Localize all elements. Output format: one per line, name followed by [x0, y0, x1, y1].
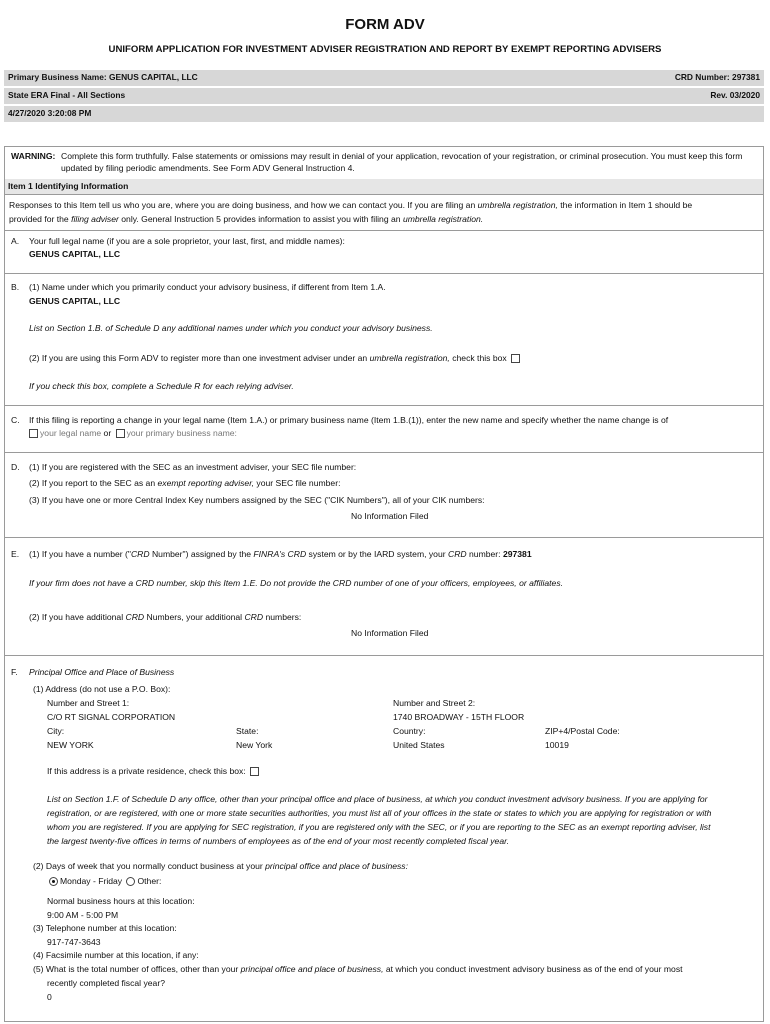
e1-em: CRD — [448, 549, 467, 559]
item-b-list-note: List on Section 1.B. of Schedule D any additional names under which you conduct your advisory business. — [29, 323, 433, 333]
e2-text: numbers: — [265, 612, 302, 622]
item-b2-note: If you check this box, complete a Schedule R for each relying adviser. — [29, 381, 294, 391]
f2-em: principal office and place of business: — [265, 861, 408, 871]
legal-name-value: GENUS CAPITAL, LLC — [29, 249, 121, 259]
telephone-value: 917-747-3643 — [47, 937, 101, 947]
zip-value: 10019 — [545, 740, 569, 750]
e1-em: CRD — [130, 549, 150, 559]
e1-text: Number") assigned by the — [151, 549, 252, 559]
b2-text: check this box — [452, 353, 507, 363]
item-e-note: If your firm does not have a CRD number, skip this Item 1.E. Do not provide the CRD number of one of your officers, employees, or affiliates. — [29, 578, 564, 588]
intro-text: only. General Instruction 5 provides information to assist you with filing an — [121, 214, 401, 224]
item-d-letter: D. — [11, 462, 20, 472]
private-residence-question — [47, 766, 261, 778]
item1-heading: Item 1 Identifying Information — [8, 181, 129, 191]
item-a-question: Your full legal name (if you are a sole proprietor, your last, first, and middle names): — [29, 236, 345, 246]
intro-em: filing adviser — [71, 214, 119, 224]
header-bar-timestamp — [4, 106, 764, 122]
item-c-letter: C. — [11, 415, 20, 425]
primary-business-name: Primary Business Name: GENUS CAPITAL, LLC — [8, 72, 198, 82]
e1-text: number: — [469, 549, 501, 559]
f5-text: at which you conduct investment advisory business as of the end of your most — [385, 964, 683, 974]
item1-intro-line1 — [9, 200, 692, 212]
item-b-letter: B. — [11, 282, 20, 292]
item1-heading-bar — [5, 179, 763, 194]
intro-text: Responses to this Item tell us who you are, where you are doing business, and how we can contact you. If you are filing an — [9, 200, 476, 210]
item-e2-question — [29, 612, 301, 624]
street1-value: C/O RT SIGNAL CORPORATION — [47, 712, 176, 722]
primary-name-option-label: your primary business name: — [126, 428, 237, 438]
item-b1-question: (1) Name under which you primarily conduct your advisory business, if different from Item 1.A. — [29, 282, 386, 292]
item-f5-question-cont: recently completed fiscal year? — [47, 978, 165, 988]
header-bar-business — [4, 70, 764, 86]
e1-em: FINRA's CRD — [253, 549, 307, 559]
primary-name-change-checkbox[interactable] — [116, 429, 125, 438]
street2-value: 1740 BROADWAY - 15TH FLOOR — [393, 712, 525, 722]
f5-text: (5) What is the total number of offices, other than your — [33, 964, 239, 974]
f-list-note-line2: registration, or are registered, with one or more state securities authorities, you must list all of your offices in the state or states to which you are applying for registration or with — [47, 808, 712, 818]
item-f2-question — [33, 861, 408, 873]
hours-label: Normal business hours at this location: — [47, 896, 195, 906]
f2-text: (2) Days of week that you normally conduct business at your — [33, 861, 263, 871]
b2-text: (2) If you are using this Form ADV to register more than one investment adviser under an — [29, 353, 368, 363]
monday-friday-label: Monday - Friday — [60, 876, 123, 886]
city-label: City: — [47, 726, 65, 736]
item1-intro-line2 — [9, 214, 483, 226]
item-e1-question — [29, 549, 532, 561]
e2-em: CRD — [125, 612, 145, 622]
form-title: FORM ADV — [345, 16, 425, 33]
e1-text: (1) If you have a number (" — [29, 549, 131, 559]
other-days-label: Other: — [137, 876, 162, 886]
country-value: United States — [393, 740, 445, 750]
business-name-value: GENUS CAPITAL, LLC — [29, 296, 121, 306]
warning-text: Complete this form truthfully. False statements or omissions may result in denial of your application, revocation of your registration, or criminal prosecution. You must keep this form updated by filing periodic amendments. See Form ADV General Instruction 4. — [61, 151, 743, 173]
timestamp: 4/27/2020 3:20:08 PM — [8, 108, 92, 118]
warning-label: WARNING: — [11, 151, 56, 161]
item-a-letter: A. — [11, 236, 20, 246]
item-f-title: Principal Office and Place of Business — [29, 667, 175, 677]
item-e-letter: E. — [11, 549, 20, 559]
f-list-note-line3: whom you are registered. If you are applying for SEC registration, if you are registered only with the SEC, or if you are reporting to the SEC as an exempt reporting adviser, list — [47, 822, 711, 832]
divider — [5, 273, 763, 274]
intro-em: umbrella registration. — [402, 214, 484, 224]
item-d3-question: (3) If you have one or more Central Index Key numbers assigned by the SEC ("CIK Numbers"), all of your CIK numbers: — [29, 495, 485, 505]
f-list-note-line4: the largest twenty-five offices in terms of numbers of employees as of the end of your most recently completed fiscal year. — [47, 836, 510, 846]
zip-label: ZIP+4/Postal Code: — [545, 726, 620, 736]
state-label: State: — [236, 726, 259, 736]
state-value: New York — [236, 740, 273, 750]
d2-em: exempt reporting adviser, — [157, 478, 254, 488]
d2-text: your SEC file number: — [256, 478, 341, 488]
monday-friday-radio[interactable] — [49, 877, 58, 886]
form-subtitle: UNIFORM APPLICATION FOR INVESTMENT ADVISER REGISTRATION AND REPORT BY EXEMPT REPORTING ADVISERS — [108, 44, 662, 55]
divider — [5, 452, 763, 453]
f5-em: principal office and place of business, — [240, 964, 384, 974]
cik-no-information: No Information Filed — [351, 511, 429, 521]
e2-em: CRD — [244, 612, 264, 622]
legal-name-change-checkbox[interactable] — [29, 429, 38, 438]
name-change-options — [27, 428, 237, 440]
item-f1-label: (1) Address (do not use a P.O. Box): — [33, 684, 171, 694]
item-f5-question — [33, 964, 683, 976]
d2-text: (2) If you report to the SEC as an — [29, 478, 156, 488]
intro-em: umbrella registration, — [477, 200, 558, 210]
private-residence-text: If this address is a private residence, check this box: — [47, 766, 246, 776]
item-f-letter: F. — [11, 667, 18, 677]
b2-em: umbrella registration, — [369, 353, 450, 363]
crd-number-value: 297381 — [502, 549, 532, 559]
street1-label: Number and Street 1: — [47, 698, 130, 708]
divider — [5, 537, 763, 538]
facsimile-label: (4) Facsimile number at this location, if any: — [33, 950, 199, 960]
city-value: NEW YORK — [47, 740, 94, 750]
header-bar-state — [4, 88, 764, 104]
state-era: State ERA Final - All Sections — [8, 90, 126, 100]
crd-no-information: No Information Filed — [351, 628, 429, 638]
telephone-label: (3) Telephone number at this location: — [33, 923, 177, 933]
form-body — [4, 146, 764, 1022]
other-days-radio[interactable] — [126, 877, 135, 886]
intro-text: the information in Item 1 should be — [560, 200, 693, 210]
item-d2-question — [29, 478, 340, 490]
private-residence-checkbox[interactable] — [250, 767, 259, 776]
or-text: or — [103, 428, 112, 438]
street2-label: Number and Street 2: — [393, 698, 476, 708]
crd-number: CRD Number: 297381 — [674, 72, 760, 82]
revision: Rev. 03/2020 — [710, 90, 760, 100]
e2-text: Numbers, your additional — [146, 612, 243, 622]
legal-name-option-label: your legal name — [40, 428, 102, 438]
divider — [5, 655, 763, 656]
item-b2-question — [29, 353, 522, 365]
divider — [5, 405, 763, 406]
e1-text: system or by the IARD system, your — [308, 549, 446, 559]
item-c-question: If this filing is reporting a change in your legal name (Item 1.A.) or primary business name (Item 1.B.(1)), enter the new name and specify whether the name change is of — [29, 415, 669, 425]
f-list-note-line1: List on Section 1.F. of Schedule D any office, other than your principal office and place of business, at which you conduct investment advisory business. If you are applying for — [47, 794, 708, 804]
country-label: Country: — [393, 726, 426, 736]
umbrella-registration-checkbox[interactable] — [511, 354, 520, 363]
intro-text: provided for the — [9, 214, 69, 224]
hours-value: 9:00 AM - 5:00 PM — [47, 910, 119, 920]
e2-text: (2) If you have additional — [29, 612, 124, 622]
offices-count-value: 0 — [47, 992, 52, 1002]
business-days-options — [47, 876, 161, 888]
divider — [5, 230, 763, 231]
item-d1-question: (1) If you are registered with the SEC as an investment adviser, your SEC file number: — [29, 462, 357, 472]
divider — [5, 194, 763, 195]
